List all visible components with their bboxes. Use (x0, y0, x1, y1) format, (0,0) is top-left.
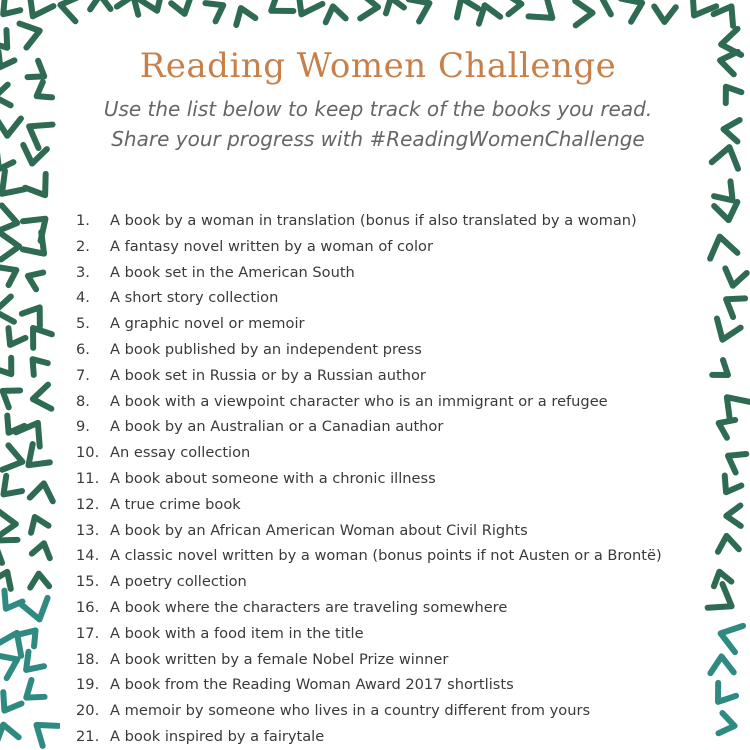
chevron-shape (2, 445, 25, 474)
item-number: 1. (76, 212, 90, 229)
chevron-shape (28, 61, 50, 85)
list-item (76, 337, 696, 363)
chevron-shape (32, 82, 52, 104)
chevron-shape (711, 319, 741, 345)
subtitle-line-2: Share your progress with #ReadingWomenChallenge (111, 127, 645, 151)
item-number: 21. (76, 727, 100, 745)
list-item (76, 698, 696, 724)
item-text: A classic novel written by a woman (bonus points if not Austen or a Brontë) (110, 547, 662, 565)
chevron-shape (30, 482, 56, 502)
chevron-shape (0, 722, 19, 744)
chevron-shape (0, 261, 21, 285)
item-text: A true crime book (110, 495, 241, 513)
item-text: A book inspired by a fairytale (110, 727, 325, 745)
list-item (76, 311, 696, 337)
chevron-shape (323, 4, 346, 22)
chevron-shape (451, 0, 478, 17)
item-text: A book with a food item in the title (110, 624, 364, 642)
item-number: 8. (76, 392, 90, 410)
item-number: 6. (76, 340, 90, 358)
chevron-shape (0, 476, 22, 502)
item-number: 11. (76, 469, 100, 487)
item-text: A book set in the American South (110, 263, 355, 281)
item-number: 5. (76, 315, 90, 333)
chevron-shape (716, 535, 739, 552)
chevron-shape (409, 0, 435, 21)
chevron-shape (29, 573, 49, 588)
item-text: A book from the Reading Woman Award 2017 shortlists (110, 676, 514, 694)
chevron-shape (25, 174, 55, 202)
chevron-shape (205, 0, 228, 21)
chevron-shape (137, 0, 170, 16)
chevron-shape (29, 715, 59, 746)
chevron-shape (2, 328, 26, 350)
chevron-shape (0, 171, 25, 203)
chevron-shape (21, 0, 53, 23)
item-text: An essay collection (110, 444, 251, 462)
chevron-shape (597, 0, 620, 14)
list-item (76, 543, 696, 569)
chevron-shape (720, 290, 745, 317)
list-item (76, 260, 696, 286)
chevron-shape (0, 117, 21, 136)
list-item (76, 492, 696, 518)
chevron-shape (26, 513, 48, 532)
chevron-shape (621, 0, 648, 22)
item-number: 20. (76, 702, 100, 720)
chevron-shape (26, 353, 48, 375)
chevron-shape (718, 476, 742, 498)
chevron-shape (31, 385, 51, 411)
item-number: 3. (76, 263, 90, 281)
chevron-shape (32, 541, 53, 558)
item-text: A book with a viewpoint character who is an immigrant or a refugee (110, 392, 608, 410)
item-text: A book by an Australian or a Canadian author (110, 418, 444, 436)
chevron-shape (706, 234, 737, 259)
chevron-shape (726, 505, 741, 526)
item-text: A poetry collection (110, 573, 247, 591)
chevron-shape (171, 0, 194, 17)
list-item (76, 466, 696, 492)
chevron-shape (1, 234, 19, 260)
chevron-shape (360, 0, 378, 19)
item-number: 17. (76, 624, 100, 642)
item-number: 12. (76, 495, 100, 513)
list-item (76, 389, 696, 415)
chevron-shape (0, 358, 19, 380)
page-title: Reading Women Challenge (139, 46, 617, 86)
chevron-shape (714, 202, 740, 222)
list-item (76, 647, 696, 673)
chevron-shape (507, 0, 522, 14)
subtitle-line-1: Use the list below to keep track of the books you read. (103, 97, 653, 121)
item-text: A book published by an independent press (110, 340, 422, 358)
chevron-shape (23, 232, 53, 262)
chevron-shape (0, 510, 16, 538)
list-item (76, 208, 696, 234)
chevron-shape (722, 118, 739, 141)
item-text: A book where the characters are traveling somewhere (110, 598, 508, 616)
item-text: A book about someone with a chronic illness (110, 469, 436, 487)
list-item (76, 621, 696, 647)
chevron-shape (710, 656, 734, 673)
list-item (76, 363, 696, 389)
chevron-shape (708, 584, 739, 618)
chevron-shape (22, 598, 53, 623)
list-item (76, 440, 696, 466)
list-item (76, 518, 696, 544)
chevron-shape (22, 301, 49, 326)
item-number: 13. (76, 521, 100, 539)
chevron-shape (718, 49, 738, 74)
chevron-shape (682, 0, 716, 23)
item-number: 14. (76, 547, 100, 565)
chevron-shape (24, 268, 43, 290)
item-text: A book by a woman in translation (bonus if also translated by a woman) (110, 212, 637, 229)
chevron-shape (712, 144, 743, 169)
chevron-shape (722, 268, 747, 288)
chevron-shape (0, 297, 14, 324)
list-item (76, 569, 696, 595)
challenge-list (76, 208, 696, 750)
chevron-shape (0, 30, 15, 54)
item-number: 16. (76, 598, 100, 616)
item-number: 4. (76, 289, 90, 307)
chevron-shape (20, 145, 47, 166)
item-text: A fantasy novel written by a woman of color (110, 237, 433, 255)
item-text: A graphic novel or memoir (110, 315, 305, 333)
chevron-shape (0, 416, 24, 438)
chevron-shape (529, 0, 561, 29)
list-item (76, 234, 696, 260)
chevron-shape (90, 0, 111, 9)
chevron-shape (0, 383, 20, 408)
list-item (76, 414, 696, 440)
list-item (76, 672, 696, 698)
chevron-shape (0, 568, 16, 589)
chevron-shape (575, 1, 593, 26)
list-item (76, 724, 696, 750)
chevron-shape (22, 115, 52, 148)
chevron-shape (715, 414, 736, 438)
chevron-shape (712, 360, 733, 382)
item-number: 9. (76, 418, 90, 436)
chevron-shape (717, 620, 743, 652)
chevron-shape (23, 209, 54, 241)
chevron-shape (718, 81, 741, 103)
item-number: 10. (76, 444, 100, 462)
chevron-shape (382, 0, 404, 13)
chevron-shape (58, 0, 81, 21)
chevron-shape (20, 444, 50, 474)
chevron-shape (0, 85, 11, 108)
chevron-shape (654, 6, 676, 22)
item-text: A memoir by someone who lives in a country different from yours (110, 702, 591, 720)
chevron-shape (709, 683, 736, 709)
chevron-shape (20, 624, 43, 646)
item-number: 2. (76, 237, 90, 255)
chevron-shape (231, 5, 255, 25)
chevron-shape (723, 447, 747, 473)
chevron-shape (0, 0, 20, 21)
item-number: 19. (76, 676, 100, 694)
item-text: A book by an African American Woman about Civil Rights (110, 521, 528, 539)
item-text: A short story collection (110, 289, 279, 307)
list-item (76, 285, 696, 311)
item-number: 18. (76, 650, 100, 668)
chevron-shape (264, 0, 294, 21)
item-number: 15. (76, 573, 100, 591)
chevron-shape (19, 19, 43, 48)
chevron-shape (0, 591, 22, 614)
chevron-shape (0, 52, 14, 72)
item-text: A book written by a female Nobel Prize winner (110, 650, 449, 668)
item-text: A book set in Russia or by a Russian author (110, 366, 426, 384)
list-item (76, 595, 696, 621)
item-number: 7. (76, 366, 90, 384)
chevron-shape (717, 388, 750, 421)
chevron-shape (0, 692, 22, 716)
chevron-shape (718, 713, 736, 736)
